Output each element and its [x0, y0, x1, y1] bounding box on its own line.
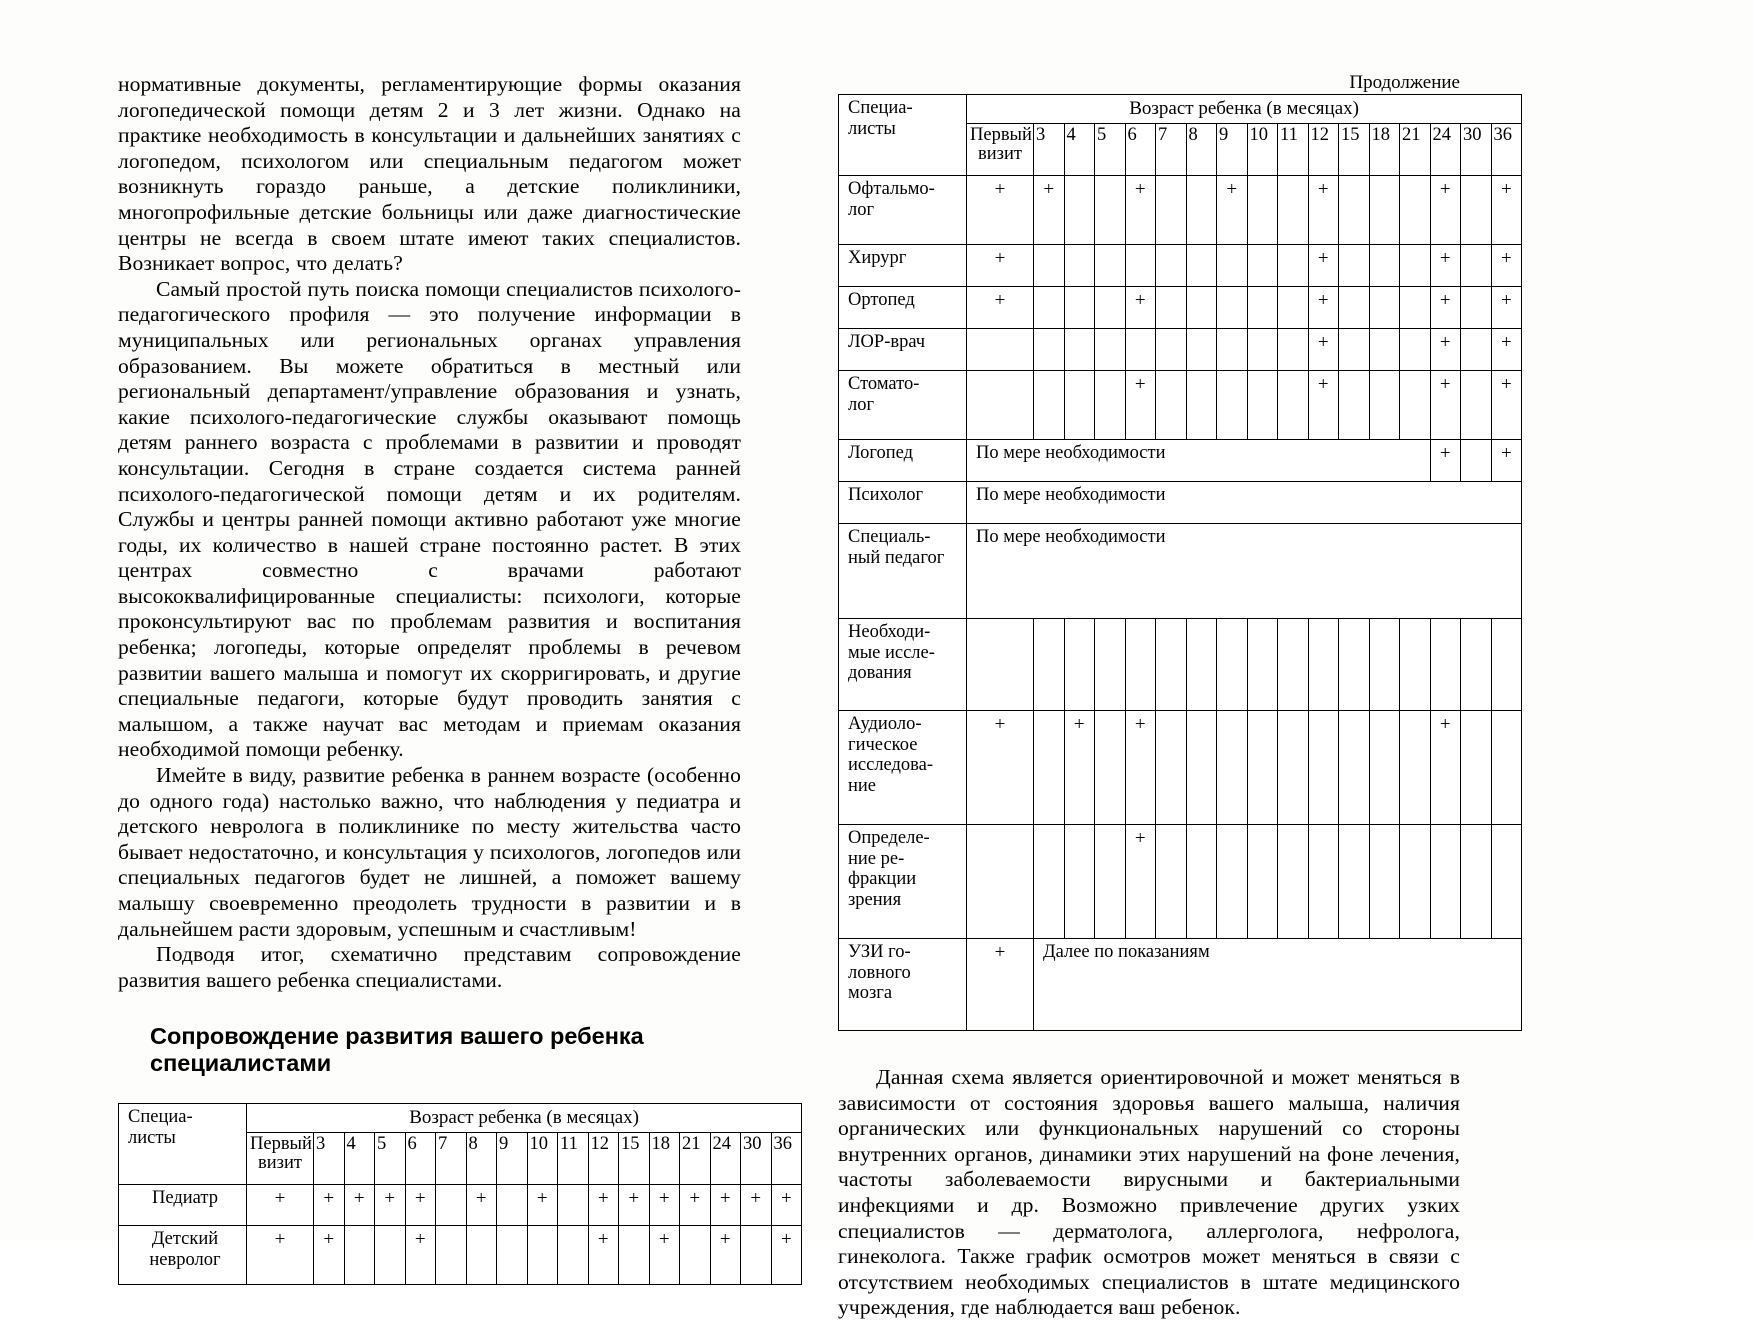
- month-mark: [1278, 245, 1309, 287]
- month-mark: [1400, 329, 1431, 371]
- month-mark: +: [405, 1185, 436, 1226]
- month-mark: [1095, 287, 1126, 329]
- month-mark: [1034, 329, 1065, 371]
- month-mark: [1064, 176, 1095, 245]
- month-header: 3: [1034, 124, 1065, 176]
- month-mark: +: [1430, 711, 1461, 825]
- paragraph: Подводя итог, схематично представим сопровождение развития вашего ребенка специалистами.: [118, 942, 741, 992]
- month-header: 11: [558, 1133, 589, 1185]
- month-mark: [1308, 825, 1339, 939]
- month-mark: [1461, 245, 1492, 287]
- row-label: [839, 245, 967, 287]
- month-mark: +: [1125, 371, 1156, 440]
- month-mark: [1461, 619, 1492, 711]
- month-mark: [527, 1226, 558, 1285]
- first-visit-mark: [967, 619, 1034, 711]
- month-mark: [1095, 371, 1126, 440]
- month-mark: [1400, 176, 1431, 245]
- row-label-line-1: Специаль-: [848, 527, 931, 547]
- month-mark: [1461, 440, 1492, 482]
- row-label: [839, 825, 967, 939]
- month-mark: [1247, 329, 1278, 371]
- row-label-line-1: Определе-: [848, 828, 930, 848]
- row-label-line-1: Психолог: [848, 485, 924, 505]
- first-visit-mark: +: [967, 176, 1034, 245]
- month-header: 4: [1064, 124, 1095, 176]
- month-header: 3: [314, 1133, 345, 1185]
- row-label-line-2: лог: [848, 199, 875, 220]
- month-mark: +: [619, 1185, 650, 1226]
- month-header: 21: [680, 1133, 711, 1185]
- row-label-line-1: Детский: [151, 1229, 219, 1250]
- schedule-table-right: [838, 94, 1522, 1031]
- month-mark: +: [1125, 825, 1156, 939]
- month-mark: [1400, 619, 1431, 711]
- row-label-line-1: Ортопед: [848, 290, 915, 310]
- month-mark: [1034, 287, 1065, 329]
- first-visit-mark: [967, 371, 1034, 440]
- month-mark: [344, 1226, 375, 1285]
- month-mark: [1186, 329, 1217, 371]
- month-mark: [1064, 287, 1095, 329]
- month-mark: +: [405, 1226, 436, 1285]
- row-label-line-2: ние ре-: [848, 848, 905, 869]
- month-mark: [1034, 711, 1065, 825]
- month-mark: [1095, 245, 1126, 287]
- month-mark: [1034, 619, 1065, 711]
- month-mark: +: [375, 1185, 406, 1226]
- month-mark: +: [771, 1185, 802, 1226]
- month-mark: [1247, 825, 1278, 939]
- month-header: 24: [1430, 124, 1461, 176]
- table-row: [839, 371, 1522, 440]
- month-mark: [1247, 176, 1278, 245]
- month-mark: [1369, 176, 1400, 245]
- first-visit-mark: +: [247, 1185, 314, 1226]
- month-mark: [1064, 619, 1095, 711]
- specialists-header-line-1: Специа-: [128, 1107, 193, 1128]
- paragraph: Самый простой путь поиска помощи специалистов психолого-педагогического профиля — это получение информации в муниципальных или региональных органах управления образованием. Вы можете обратиться в местный или региональный департамент/управление образования и узнать, какие психолого-педагогические службы оказывают помощь детям раннего возраста с проблемами в развитии и проводят консультации. Сегодня в стране создается система ранней психолого-педагогической помощи детям и их родителям. Службы и центры ранней помощи активно работают уже многие годы, их количество в нашей стране постоянно растет. В этих центрах совместно с врачами работают высококвалифицированные специалисты: психологи, которые проконсультируют вас по проблемам развития и воспитания ребенка; логопеды, которые определят проблемы в речевом развитии вашего малыша и помогут их скорригировать, и другие специальные педагоги, которые будут проводить занятия с малышом, а также научат вас методам и приемам оказания необходимой помощи ребенку.: [118, 276, 741, 762]
- month-mark: [1369, 329, 1400, 371]
- month-mark: +: [1125, 176, 1156, 245]
- month-mark: +: [1430, 329, 1461, 371]
- row-label: Педиатр: [119, 1185, 247, 1226]
- month-header: 5: [1095, 124, 1126, 176]
- specialists-header-cell: [119, 1104, 247, 1185]
- month-header: 12: [1308, 124, 1339, 176]
- month-header: 30: [741, 1133, 772, 1185]
- row-label-line-2: гическое: [848, 734, 918, 755]
- month-mark: [1278, 287, 1309, 329]
- month-mark: [1156, 287, 1187, 329]
- month-mark: +: [1308, 176, 1339, 245]
- month-mark: +: [1034, 176, 1065, 245]
- month-mark: [1064, 329, 1095, 371]
- month-mark: +: [1491, 287, 1522, 329]
- row-label: [839, 482, 967, 524]
- first-visit-mark: [967, 329, 1034, 371]
- month-mark: +: [649, 1185, 680, 1226]
- table-row: [839, 440, 1522, 482]
- month-mark: [1339, 287, 1370, 329]
- month-mark: +: [588, 1226, 619, 1285]
- month-mark: [1339, 371, 1370, 440]
- section-title: [118, 1023, 741, 1077]
- month-mark: [1064, 825, 1095, 939]
- month-mark: [1064, 371, 1095, 440]
- first-visit-line-2: визит: [258, 1153, 302, 1174]
- month-mark: [1217, 371, 1248, 440]
- table-row: [839, 711, 1522, 825]
- month-mark: +: [527, 1185, 558, 1226]
- month-mark: +: [1491, 245, 1522, 287]
- month-header: 4: [344, 1133, 375, 1185]
- month-mark: [1308, 711, 1339, 825]
- first-visit-mark: +: [247, 1226, 314, 1285]
- month-header: 5: [375, 1133, 406, 1185]
- month-mark: [1156, 371, 1187, 440]
- month-mark: +: [1308, 329, 1339, 371]
- table-row: [839, 939, 1522, 1031]
- first-visit-mark: [967, 825, 1034, 939]
- month-mark: [1156, 176, 1187, 245]
- month-mark: [1278, 711, 1309, 825]
- month-mark: +: [1308, 371, 1339, 440]
- month-mark: [1095, 711, 1126, 825]
- month-header: 6: [1125, 124, 1156, 176]
- month-header: 9: [1217, 124, 1248, 176]
- month-header: 36: [1491, 124, 1522, 176]
- month-header: 7: [436, 1133, 467, 1185]
- row-note: По мере необходимости: [967, 440, 1431, 482]
- month-mark: [1339, 619, 1370, 711]
- month-mark: +: [741, 1185, 772, 1226]
- month-mark: [1095, 329, 1126, 371]
- section-title-line-1: Сопровождение развития вашего ребенка: [150, 1023, 644, 1050]
- month-mark: +: [680, 1185, 711, 1226]
- month-mark: [1278, 825, 1309, 939]
- row-label-line-2: лог: [848, 394, 875, 415]
- row-label-line-4: зрения: [848, 889, 902, 910]
- first-visit-header: [967, 124, 1034, 176]
- month-mark: +: [588, 1185, 619, 1226]
- month-header: 9: [497, 1133, 528, 1185]
- month-mark: [1491, 825, 1522, 939]
- month-mark: [1339, 329, 1370, 371]
- month-mark: [1186, 371, 1217, 440]
- row-label-line-3: дования: [848, 663, 912, 683]
- month-mark: [1217, 825, 1248, 939]
- month-mark: [1278, 176, 1309, 245]
- month-mark: [1400, 287, 1431, 329]
- month-header: 24: [710, 1133, 741, 1185]
- row-label-line-1: УЗИ го-: [848, 942, 911, 962]
- month-header: 12: [588, 1133, 619, 1185]
- specialists-header-line-1: Специа-: [848, 98, 913, 118]
- month-mark: [1461, 825, 1492, 939]
- month-mark: [1186, 825, 1217, 939]
- month-header: 10: [1247, 124, 1278, 176]
- month-mark: [1400, 245, 1431, 287]
- row-label: [839, 939, 967, 1031]
- month-mark: [375, 1226, 406, 1285]
- first-visit-mark: +: [967, 287, 1034, 329]
- table-row: [119, 1226, 802, 1285]
- row-label-line-1: ЛОР-врач: [848, 332, 926, 352]
- age-group-header: Возраст ребенка (в месяцах): [967, 95, 1522, 124]
- month-mark: +: [1430, 245, 1461, 287]
- row-label-line-1: Стомато-: [848, 374, 920, 394]
- month-mark: +: [1308, 287, 1339, 329]
- row-label: [839, 711, 967, 825]
- month-mark: [1369, 287, 1400, 329]
- month-mark: [1125, 329, 1156, 371]
- specialists-header-cell: [839, 95, 967, 176]
- month-mark: [1095, 176, 1126, 245]
- paragraph: нормативные документы, регламентирующие формы оказания логопедической помощи детям 2 и 3 лет жизни. Однако на практике необходимость в консультации и дальнейших занятиях с логопедом, психологом или специальным педагогом может возникнуть гораздо раньше, а детские поликлиники, многопрофильные детские больницы или даже диагностические центры не всегда в своем штате имеют таких специалистов. Возникает вопрос, что делать?: [118, 72, 741, 276]
- month-mark: [680, 1226, 711, 1285]
- month-mark: +: [649, 1226, 680, 1285]
- month-mark: [1369, 711, 1400, 825]
- month-mark: [1095, 825, 1126, 939]
- row-label: [839, 371, 967, 440]
- month-mark: [1217, 245, 1248, 287]
- month-mark: [1491, 619, 1522, 711]
- table-header-row: [839, 95, 1522, 124]
- row-label-line-2: ловного: [848, 962, 911, 983]
- section-title-line-2: специалистами: [150, 1050, 332, 1077]
- row-label: [839, 440, 967, 482]
- table-row: [839, 619, 1522, 711]
- month-mark: [1369, 245, 1400, 287]
- first-visit-mark: +: [967, 939, 1034, 1031]
- month-mark: +: [710, 1226, 741, 1285]
- month-mark: [1186, 245, 1217, 287]
- table-row: [839, 482, 1522, 524]
- running-head: Продолжение: [1349, 72, 1460, 93]
- month-mark: [1461, 287, 1492, 329]
- month-mark: [1339, 711, 1370, 825]
- schedule-table-left: [118, 1103, 802, 1285]
- row-label-line-1: Логопед: [848, 443, 913, 463]
- month-mark: [1430, 825, 1461, 939]
- month-mark: [1491, 711, 1522, 825]
- row-label-line-1: Хирург: [848, 248, 907, 268]
- row-label-line-2: мые иссле-: [848, 642, 935, 663]
- row-label: [839, 524, 967, 619]
- month-mark: [1217, 619, 1248, 711]
- month-header: 18: [1369, 124, 1400, 176]
- month-mark: +: [1430, 176, 1461, 245]
- left-column: [118, 72, 792, 1285]
- month-mark: [1400, 711, 1431, 825]
- month-mark: [1461, 329, 1492, 371]
- row-label: [839, 176, 967, 245]
- month-mark: [1461, 371, 1492, 440]
- table-header-row: [119, 1104, 802, 1133]
- month-header: 36: [771, 1133, 802, 1185]
- month-mark: +: [344, 1185, 375, 1226]
- month-mark: [497, 1226, 528, 1285]
- first-visit-header: [247, 1133, 314, 1185]
- row-label: [839, 619, 967, 711]
- month-mark: [1247, 287, 1278, 329]
- month-mark: [558, 1226, 589, 1285]
- row-label-line-1: Необходи-: [848, 622, 931, 642]
- row-label-line-3: мозга: [848, 983, 893, 1003]
- month-mark: [1186, 711, 1217, 825]
- month-mark: +: [1491, 176, 1522, 245]
- row-label-line-3: исследова-: [848, 755, 934, 775]
- month-mark: [1369, 619, 1400, 711]
- month-mark: [1217, 711, 1248, 825]
- right-column: [838, 72, 1512, 1321]
- month-mark: [1095, 619, 1126, 711]
- month-mark: [1186, 287, 1217, 329]
- month-mark: [1034, 825, 1065, 939]
- month-mark: [1308, 619, 1339, 711]
- first-visit-line-2: визит: [978, 144, 1022, 164]
- month-mark: [1125, 245, 1156, 287]
- month-mark: [1034, 371, 1065, 440]
- first-visit-mark: +: [967, 245, 1034, 287]
- table-row: [839, 176, 1522, 245]
- month-mark: [1247, 245, 1278, 287]
- month-mark: [1156, 329, 1187, 371]
- month-mark: [1247, 371, 1278, 440]
- month-mark: [466, 1226, 497, 1285]
- table-row: [839, 287, 1522, 329]
- month-mark: [1247, 711, 1278, 825]
- month-mark: [1156, 825, 1187, 939]
- month-mark: +: [1430, 440, 1461, 482]
- month-mark: +: [1491, 371, 1522, 440]
- row-note: По мере необходимости: [967, 524, 1522, 619]
- month-mark: [1400, 825, 1431, 939]
- month-mark: [558, 1185, 589, 1226]
- row-label-line-4: ние: [848, 775, 877, 796]
- month-mark: +: [1064, 711, 1095, 825]
- month-mark: [1339, 176, 1370, 245]
- month-header: 15: [1339, 124, 1370, 176]
- month-mark: +: [1125, 287, 1156, 329]
- row-label: [119, 1226, 247, 1285]
- month-header: 15: [619, 1133, 650, 1185]
- month-mark: [1156, 619, 1187, 711]
- month-mark: [1156, 711, 1187, 825]
- month-mark: [1125, 619, 1156, 711]
- month-header: 21: [1400, 124, 1431, 176]
- table-row: [839, 245, 1522, 287]
- month-mark: [1217, 329, 1248, 371]
- month-mark: [1156, 245, 1187, 287]
- month-mark: [1278, 371, 1309, 440]
- month-mark: +: [771, 1226, 802, 1285]
- month-mark: +: [1430, 371, 1461, 440]
- month-mark: [1034, 245, 1065, 287]
- month-mark: +: [1125, 711, 1156, 825]
- month-mark: [1278, 329, 1309, 371]
- row-label-line-1: Офтальмо-: [848, 179, 935, 199]
- month-mark: [1278, 619, 1309, 711]
- first-visit-line-1: Первый: [250, 1134, 312, 1155]
- month-mark: [1339, 825, 1370, 939]
- row-label: [839, 329, 967, 371]
- month-mark: [1369, 371, 1400, 440]
- month-mark: +: [1491, 329, 1522, 371]
- table-row: [839, 329, 1522, 371]
- row-note: По мере необходимости: [967, 482, 1522, 524]
- age-group-header: Возраст ребенка (в месяцах): [247, 1104, 802, 1133]
- month-header: 8: [466, 1133, 497, 1185]
- month-mark: [436, 1226, 467, 1285]
- month-mark: [1186, 619, 1217, 711]
- row-label-line-3: фракции: [848, 869, 917, 889]
- month-mark: [1461, 711, 1492, 825]
- month-mark: [1430, 619, 1461, 711]
- month-mark: [1400, 371, 1431, 440]
- month-mark: [1247, 619, 1278, 711]
- month-mark: [1339, 245, 1370, 287]
- row-label: [839, 287, 967, 329]
- month-mark: [436, 1185, 467, 1226]
- month-mark: [1369, 825, 1400, 939]
- month-mark: +: [1308, 245, 1339, 287]
- paragraph: Имейте в виду, развитие ребенка в раннем возрасте (особенно до одного года) настолько важно, что наблюдения у педиатра и детского невролога в поликлинике по месту жительства часто бывает недостаточно, и консультация у психологов, логопедов или специальных педагогов будет не лишней, а поможет вашему малышу своевременно преодолеть трудности в развитии и в дальнейшем расти здоровым, успешным и счастливым!: [118, 763, 741, 941]
- month-mark: [1064, 245, 1095, 287]
- paragraph: Данная схема является ориентировочной и может меняться в зависимости от состояния здоровья вашего малыша, наличия органических или функциональных нарушений со стороны внутренних органов, динамики этих нарушений на фоне лечения, частоты заболеваемости вирусными и бактериальными инфекциями и др. Возможно привлечение других узких специалистов — дерматолога, аллерголога, нефролога, гинеколога. Также график осмотров может меняться в связи с отсутствием необходимых специалистов в штате медицинского учреждения, где наблюдается ваш ребенок.: [838, 1065, 1460, 1320]
- first-visit-line-1: Первый: [970, 125, 1032, 145]
- row-note: Далее по показаниям: [1034, 939, 1522, 1031]
- month-mark: [497, 1185, 528, 1226]
- month-header: 6: [405, 1133, 436, 1185]
- month-header: 30: [1461, 124, 1492, 176]
- month-mark: [1461, 176, 1492, 245]
- table-row: [119, 1185, 802, 1226]
- table-row: [839, 825, 1522, 939]
- month-header: 18: [649, 1133, 680, 1185]
- month-mark: +: [710, 1185, 741, 1226]
- month-header: 7: [1156, 124, 1187, 176]
- month-mark: [741, 1226, 772, 1285]
- month-header: 11: [1278, 124, 1309, 176]
- month-mark: +: [1217, 176, 1248, 245]
- row-label-line-1: Аудиоло-: [848, 714, 922, 734]
- month-header: 10: [527, 1133, 558, 1185]
- month-mark: +: [466, 1185, 497, 1226]
- month-mark: +: [314, 1226, 345, 1285]
- month-mark: +: [1491, 440, 1522, 482]
- month-mark: +: [314, 1185, 345, 1226]
- row-label-line-2: невролог: [149, 1249, 221, 1270]
- table-row: [839, 524, 1522, 619]
- month-mark: +: [1430, 287, 1461, 329]
- first-visit-mark: +: [967, 711, 1034, 825]
- month-header: 8: [1186, 124, 1217, 176]
- specialists-header-line-2: листы: [848, 118, 896, 139]
- specialists-header-line-2: листы: [128, 1127, 176, 1148]
- month-mark: [619, 1226, 650, 1285]
- month-mark: [1186, 176, 1217, 245]
- month-mark: [1217, 287, 1248, 329]
- row-label-line-2: ный педагог: [848, 547, 945, 568]
